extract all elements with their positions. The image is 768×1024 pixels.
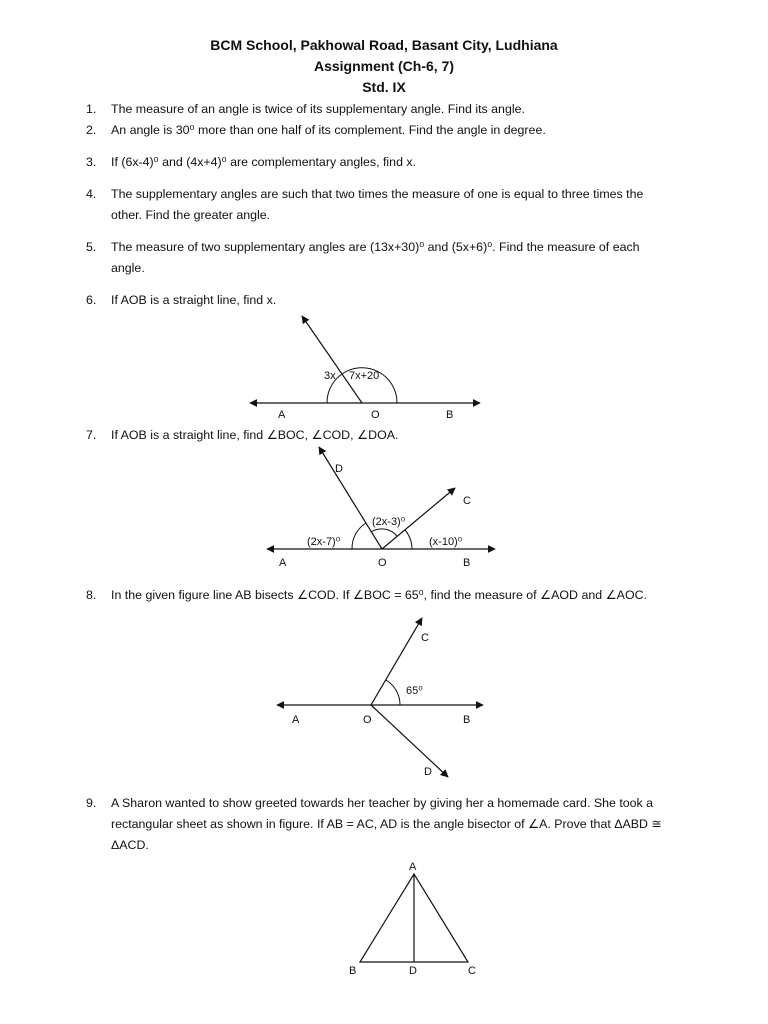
point-c: C [421, 632, 429, 644]
question-text: A Sharon wanted to show greeted towards her teacher by giving her a homemade card. She took a rectangular sheet as shown in figure. If AB = AC, AD is the angle bisector of ∠A. Prove that ΔABD ≅ ΔACD. [111, 796, 662, 852]
question-number: 1. [86, 102, 97, 116]
figure-9 [349, 861, 476, 977]
question-number: 2. [86, 123, 97, 137]
point-b: B [463, 557, 471, 569]
angle-label-65: 65⁰ [406, 685, 423, 697]
angle-arc-doc [371, 529, 397, 536]
angle-label-3x: 3x [324, 370, 336, 382]
angle-label-aod: (2x-7)⁰ [307, 536, 341, 548]
point-c: C [468, 965, 476, 977]
question-number: 9. [86, 796, 97, 810]
angle-label-boc: (x-10)⁰ [429, 536, 463, 548]
question-text: The supplementary angles are such that two times the measure of one is equal to three times the other. Find the greater angle. [111, 187, 644, 222]
question-number: 8. [86, 588, 97, 602]
point-b: B [463, 714, 471, 726]
question-text: The measure of an angle is twice of its supplementary angle. Find its angle. [111, 102, 525, 116]
question-text: The measure of two supplementary angles are (13x+30)⁰ and (5x+6)⁰. Find the measure of each angle. [111, 240, 640, 275]
point-c: C [463, 495, 471, 507]
point-a: A [279, 557, 287, 569]
point-o: O [363, 714, 372, 726]
question-text: In the given figure line AB bisects ∠COD. If ∠BOC = 65⁰, find the measure of ∠AOD and ∠AOC. [111, 588, 647, 602]
angle-label-doc: (2x-3)⁰ [372, 516, 406, 528]
question-text: If (6x-4)⁰ and (4x+4)⁰ are complementary angles, find x. [111, 155, 417, 169]
point-o: O [371, 409, 380, 421]
point-a: A [409, 861, 417, 873]
question-number: 5. [86, 240, 97, 254]
ray-oc [302, 316, 362, 403]
angle-label-7x: 7x+20 [349, 370, 380, 382]
point-d: D [409, 965, 417, 977]
point-b: B [446, 409, 454, 421]
figure-6 [250, 316, 480, 421]
assignment-title: Assignment (Ch-6, 7) [313, 58, 454, 74]
point-d: D [424, 766, 432, 778]
point-a: A [278, 409, 286, 421]
question-text: An angle is 30⁰ more than one half of its complement. Find the angle in degree. [111, 123, 546, 137]
question-number: 7. [86, 428, 97, 442]
angle-arc-boc [405, 530, 412, 549]
school-title: BCM School, Pakhowal Road, Basant City, Ludhiana [210, 37, 558, 53]
figure-7 [267, 447, 495, 569]
figure-8 [277, 618, 483, 778]
angle-arc-boc [386, 680, 400, 705]
question-text: If AOB is a straight line, find ∠BOC, ∠COD, ∠DOA. [111, 428, 399, 442]
question-number: 6. [86, 293, 97, 307]
ray-od [371, 705, 448, 777]
point-d: D [335, 463, 343, 475]
ray-od [319, 447, 382, 549]
point-o: O [378, 557, 387, 569]
question-number: 4. [86, 187, 97, 201]
standard-title: Std. IX [362, 79, 406, 95]
question-text: If AOB is a straight line, find x. [111, 293, 277, 307]
question-number: 3. [86, 155, 97, 169]
angle-arc-aod [352, 523, 366, 549]
point-b: B [349, 965, 357, 977]
point-a: A [292, 714, 300, 726]
